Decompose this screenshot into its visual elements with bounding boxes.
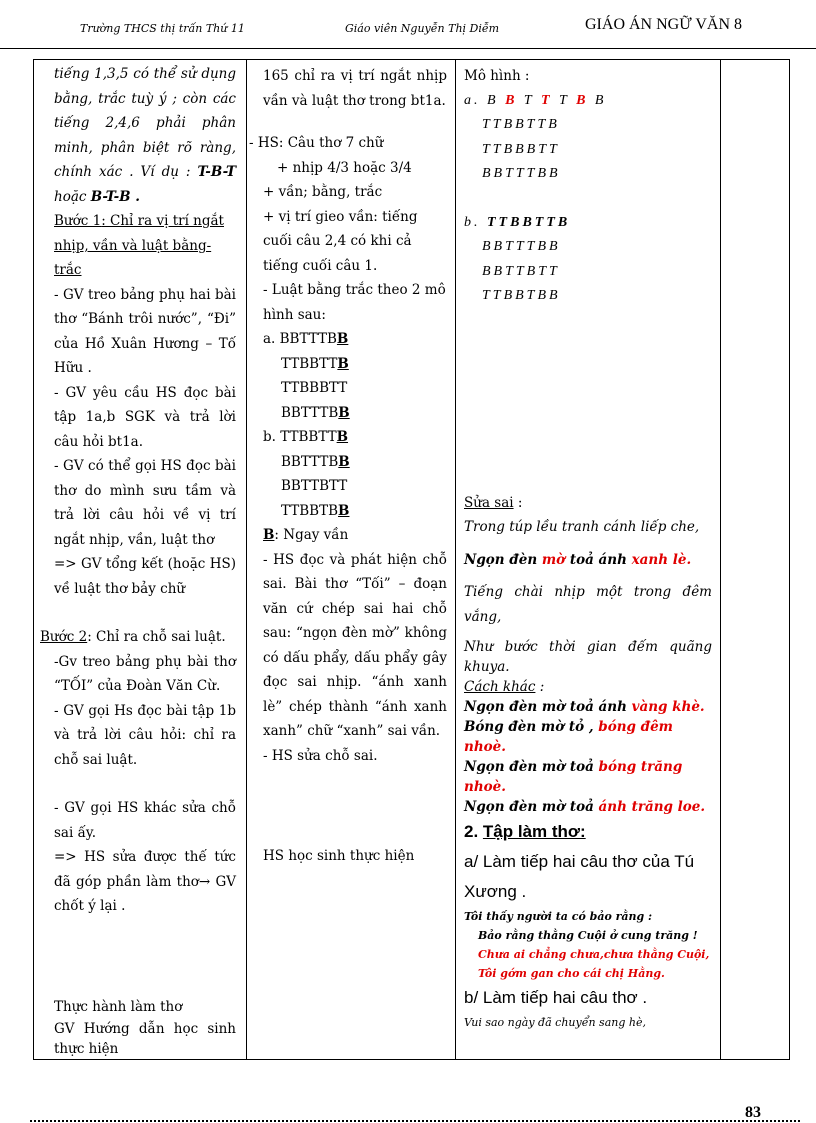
step1-heading bbox=[54, 209, 236, 283]
rhyme-mark: B bbox=[338, 404, 350, 421]
gv-item-7: - GV gọi HS khác sửa chỗ sai ấy. bbox=[54, 800, 236, 841]
pattern-a-label: a. bbox=[263, 331, 276, 347]
task-a-heading: a/ Làm tiếp hai câu thơ của Tú Xương . bbox=[464, 852, 695, 901]
rhyme-heading bbox=[263, 523, 447, 548]
gv-item-9: Thực hành làm thơ bbox=[54, 998, 183, 1015]
model-a-label: a. bbox=[464, 92, 481, 108]
model-b-text: TTBBTTB bbox=[487, 214, 571, 230]
alt-label: Cách khác bbox=[464, 679, 536, 695]
rule-body: tiếng 1,3,5 có thể sử dụng bằng, trắc tuỳ ý ; còn các tiếng 2,4,6 phải phân minh, phân biệt rõ ràng, chính xác . Ví dụ : bbox=[54, 66, 236, 180]
alt-colon: : bbox=[535, 679, 545, 695]
model-a-row: a. B B T T T B B bbox=[464, 92, 607, 108]
section-2-title: Tập làm thơ: bbox=[482, 822, 586, 841]
gv-item-4: => GV tổng kết (hoặc HS) về luật thơ bảy chữ bbox=[54, 556, 236, 597]
hs-item-3: + nhịp 4/3 hoặc 3/4 bbox=[277, 159, 412, 176]
gv-item-1: - GV treo bảng phụ hai bài thơ “Bánh trôi nước”, “Đi” của Hồ Xuân Hương – Tố Hữu . bbox=[54, 286, 236, 376]
hs-item-7: - HS đọc và phát hiện chỗ sai. Bài thơ “Tối” – đoạn văn cứ chép sai hai chỗ sau: “ngọn đèn mờ” không có dấu phẩy, dấu phẩy gây đọc sai nhịp. “ánh xanh lè” chép thành “ánh xanh xanh” chữ “xanh” sai vần. bbox=[263, 551, 447, 739]
step2-text: : Chỉ ra chỗ sai luật. bbox=[87, 629, 226, 645]
pattern-a-row bbox=[263, 376, 447, 401]
verse-line-1: Tôi thấy người ta có bảo rằng : bbox=[464, 910, 653, 923]
alt-line-1b: vàng khè. bbox=[631, 699, 705, 715]
rhyme-heading-text: : Ngay vần bbox=[274, 527, 349, 543]
hs-item-6: - Luật bằng trắc theo 2 mô hình sau: bbox=[263, 282, 446, 323]
poem-line-2c: toả ánh bbox=[565, 551, 632, 568]
model-heading: Mô hình : bbox=[464, 68, 530, 84]
gv-item-3: - GV có thể gọi HS đọc bài thơ do mình sưu tầm và trả lời câu hỏi về vị trí ngắt nhịp, vần, luật thơ bbox=[54, 458, 236, 548]
lesson-table bbox=[33, 59, 790, 1060]
page-number: 83 bbox=[745, 1104, 761, 1121]
pattern-b-text: BBTTBTT bbox=[281, 478, 348, 494]
gv-item-10: GV Hướng dẫn học sinh thực hiện bbox=[54, 1021, 236, 1057]
poem-line-2a: Ngọn đèn bbox=[464, 551, 542, 568]
poem-line-2 bbox=[464, 548, 712, 573]
school-name: Trường THCS thị trấn Thứ 11 bbox=[80, 22, 245, 35]
alt-lines bbox=[464, 697, 712, 817]
rhyme-mark: B bbox=[338, 453, 350, 470]
pattern-a-text: TTBBBTT bbox=[281, 380, 348, 396]
pattern-a-row bbox=[263, 327, 447, 352]
pattern-a-row bbox=[263, 352, 447, 377]
model-b-row: BBTTTBB bbox=[482, 239, 561, 254]
model-b-row bbox=[464, 211, 712, 236]
rhyme-mark: B bbox=[336, 331, 349, 347]
pattern-b-text: TTBBTT bbox=[280, 429, 337, 445]
model-b bbox=[464, 211, 712, 309]
hs-item-1: 165 chỉ ra vị trí ngắt nhịp vần và luật thơ trong bt1a. bbox=[263, 68, 447, 109]
example-2: B-T-B . bbox=[90, 188, 140, 205]
or-word: hoặc bbox=[54, 188, 87, 205]
alt-line bbox=[464, 717, 712, 757]
pattern-b bbox=[263, 425, 447, 523]
gv-item-8: => HS sửa được thế tức đã góp phần làm thơ→ GV chốt ý lại . bbox=[54, 849, 236, 914]
poem-line-4: Như bước thời gian đếm quãng khuya. bbox=[464, 639, 712, 675]
hs-item-5: + vị trí gieo vần: tiếng cuối câu 2,4 có khi cả tiếng cuối câu 1. bbox=[263, 208, 418, 274]
pattern-b-text: TTBBTB bbox=[281, 502, 339, 519]
alt-line-3a: Ngọn đèn mờ toả bbox=[464, 759, 599, 775]
step2-heading bbox=[40, 625, 236, 650]
verse-line-2: Bảo rằng thằng Cuội ở cung trăng ! bbox=[478, 929, 698, 942]
alt-line-2a: Bóng đèn mờ tỏ , bbox=[464, 719, 599, 735]
gv-item-2: - GV yêu cầu HS đọc bài tập 1a,b SGK và trả lời câu hỏi bt1a. bbox=[54, 384, 236, 450]
model-a-row: TTBBBTT bbox=[482, 141, 560, 157]
pattern-a-row bbox=[263, 401, 447, 426]
alt-line-4a: Ngọn đèn mờ toả bbox=[464, 799, 599, 815]
rhyme-mark: B bbox=[337, 355, 349, 372]
alt-line bbox=[464, 757, 712, 797]
fix-colon: : bbox=[517, 494, 523, 511]
teacher-activity-column bbox=[34, 60, 247, 1060]
verse-line-5: Vui sao ngày đã chuyển sang hè, bbox=[464, 1016, 646, 1029]
pattern-a-text: BBTTTB bbox=[279, 331, 337, 347]
poem-line-2d: xanh lè. bbox=[631, 551, 692, 568]
hs-item-8: - HS sửa chỗ sai. bbox=[263, 747, 378, 764]
alt-heading bbox=[464, 677, 712, 697]
alt-line-2b: bóng đêm nhoè. bbox=[464, 719, 673, 755]
fix-heading bbox=[464, 491, 712, 516]
gv-item-5: -Gv treo bảng phụ bài thơ “TỐI” của Đoàn Văn Cừ. bbox=[54, 653, 236, 694]
page-header bbox=[0, 8, 816, 49]
alt-line-3b: bóng trăng nhoè. bbox=[464, 759, 683, 795]
alt-line-1a: Ngọn đèn mờ toả ánh bbox=[464, 699, 632, 715]
step1-text: : Chỉ ra vị trí ngắt nhịp, vần và luật bằng- trắc bbox=[54, 213, 224, 278]
student-activity-column bbox=[247, 60, 456, 1060]
pattern-b-row bbox=[263, 425, 447, 450]
model-b-row: BBTTBTT bbox=[482, 263, 560, 279]
model-b-row: TTBBTBB bbox=[482, 288, 561, 303]
teacher-name: Giáo viên Nguyễn Thị Diễm bbox=[345, 22, 500, 35]
rhyme-mark: B bbox=[338, 502, 350, 519]
example-1: T-B-T bbox=[197, 164, 236, 180]
hs-item-9: HS học sinh thực hiện bbox=[263, 848, 415, 864]
section-2-number: 2. bbox=[464, 822, 479, 841]
task-b-heading: b/ Làm tiếp hai câu thơ . bbox=[464, 988, 648, 1007]
hs-item-4: + vần; bằng, trắc bbox=[263, 184, 383, 200]
fix-label: Sửa sai bbox=[464, 494, 514, 511]
gv-item-6: - GV gọi Hs đọc bài tập 1b và trả lời câu hỏi: chỉ ra chỗ sai luật. bbox=[54, 702, 236, 768]
section-2-heading bbox=[464, 817, 712, 847]
pattern-b-text: BBTTTB bbox=[281, 453, 339, 470]
step1-label: Bước 1 bbox=[54, 213, 102, 229]
alt-line bbox=[464, 697, 712, 717]
pattern-a-text: TTBBTT bbox=[281, 355, 338, 372]
rule-text bbox=[54, 62, 236, 209]
footer-rule bbox=[30, 1120, 800, 1122]
verse-line-4: Tôi gớm gan cho cái chị Hằng. bbox=[478, 967, 665, 980]
pattern-b-label: b. bbox=[263, 429, 276, 445]
poem-line-2b: mờ bbox=[541, 551, 566, 568]
pattern-a-text: BBTTTB bbox=[281, 404, 339, 421]
rhyme-heading-label: B bbox=[263, 527, 275, 543]
pattern-b-row bbox=[263, 499, 447, 524]
hs-item-2: - HS: Câu thơ 7 chữ bbox=[249, 135, 384, 151]
alt-line bbox=[464, 797, 712, 817]
alt-line-4b: ánh trăng loe. bbox=[598, 799, 706, 815]
verse-line-3: Chưa ai chẳng chưa,chưa thằng Cuội, bbox=[478, 948, 710, 961]
notes-column bbox=[721, 60, 790, 1060]
doc-title: GIÁO ÁN NGỮ VĂN 8 bbox=[585, 16, 742, 33]
pattern-b-row bbox=[263, 450, 447, 475]
pattern-b-row bbox=[263, 474, 447, 499]
content-column bbox=[456, 60, 721, 1060]
model-a-row: TTBBTTB bbox=[482, 117, 560, 132]
poem-line-3: Tiếng chài nhịp một trong đêm vắng, bbox=[464, 584, 712, 625]
rhyme-mark: B bbox=[336, 429, 349, 445]
model-a bbox=[464, 89, 712, 187]
model-a-row: BBTTTBB bbox=[482, 166, 561, 181]
model-b-label: b. bbox=[464, 214, 481, 230]
poem-line-1: Trong túp lều tranh cánh liếp che, bbox=[464, 519, 700, 535]
pattern-a bbox=[263, 327, 447, 425]
step2-label: Bước 2 bbox=[40, 629, 88, 645]
